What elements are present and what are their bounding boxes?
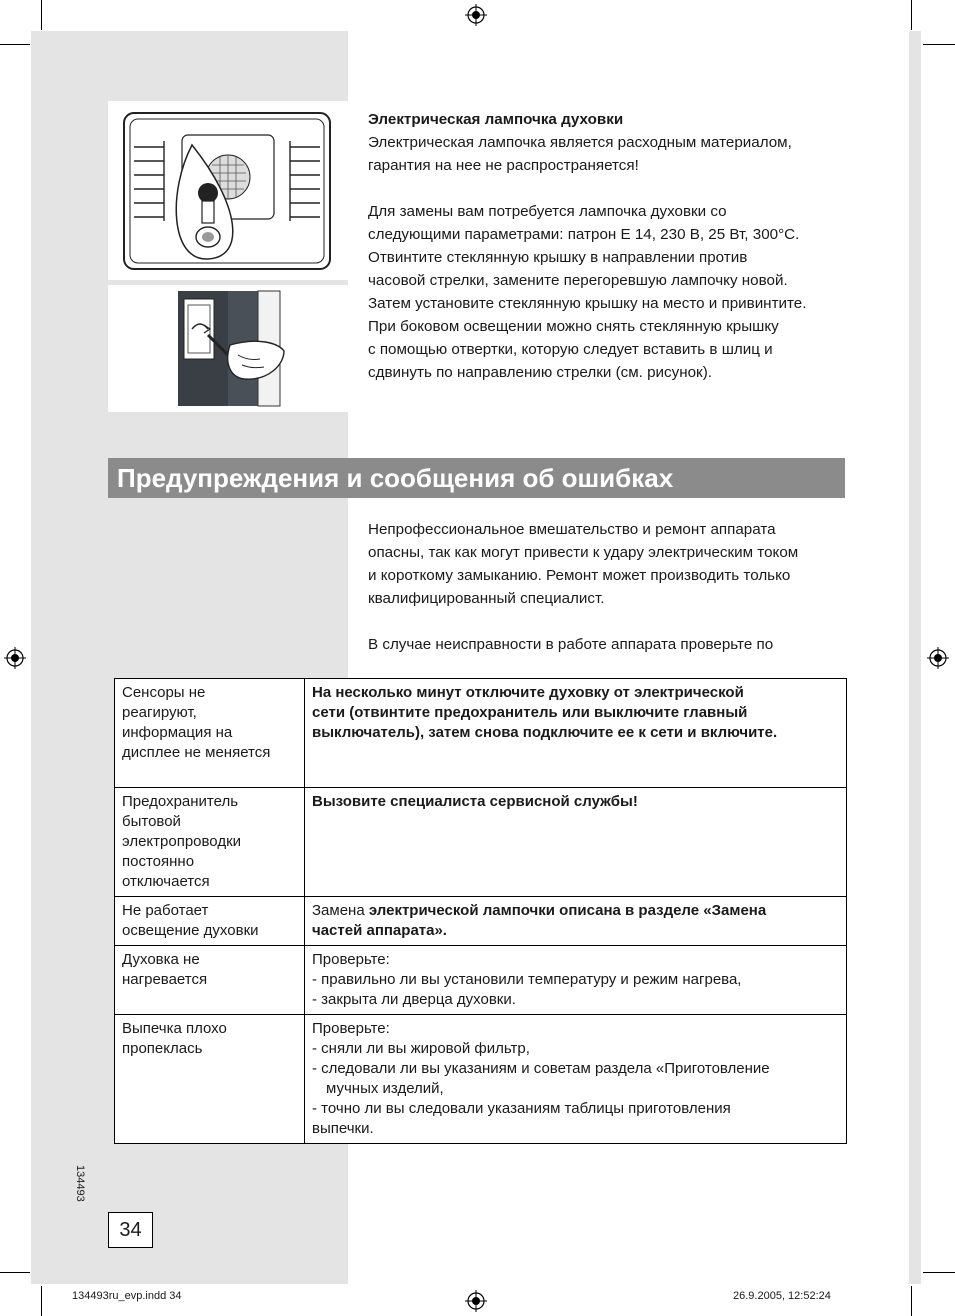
list-item: - точно ли вы следовали указаниям таблицы приготовления xyxy=(312,1100,731,1117)
problem-line: постоянно xyxy=(122,853,195,870)
solution-line: На несколько минут отключите духовку от электрической xyxy=(312,684,744,701)
registration-mark-icon xyxy=(465,4,487,26)
crop-mark xyxy=(911,1286,912,1316)
lamp-section-title: Электрическая лампочка духовки xyxy=(368,111,624,128)
problem-line: электропроводки xyxy=(122,833,242,850)
crop-mark xyxy=(41,0,42,30)
text-line: и короткому замыканию. Ремонт может производить только xyxy=(368,567,791,584)
list-item-continuation: мучных изделий, xyxy=(326,1080,444,1097)
solution-line xyxy=(312,901,839,921)
page-number: 34 xyxy=(108,1212,153,1248)
problem-line: нагревается xyxy=(122,971,208,988)
text-line: следующими параметрами: патрон Е 14, 230 В, 25 Вт, 300°С. xyxy=(368,226,800,243)
warnings-intro xyxy=(368,518,848,656)
solution-cell xyxy=(305,788,847,897)
document-number: 134493 xyxy=(74,1165,86,1202)
text-line: Отвинтите стеклянную крышку в направлении против xyxy=(368,249,748,266)
problem-cell xyxy=(115,1015,305,1144)
problem-cell xyxy=(115,788,305,897)
problem-line: Не работает xyxy=(122,902,209,919)
problem-line: Сенсоры не xyxy=(122,684,206,701)
table-row xyxy=(115,946,847,1015)
problem-line: Выпечка плохо xyxy=(122,1020,227,1037)
text-line: Непрофессиональное вмешательство и ремонт аппарата xyxy=(368,521,776,538)
registration-mark-icon xyxy=(465,1290,487,1312)
problem-line: дисплее не меняется xyxy=(122,744,271,761)
text-line: Электрическая лампочка является расходным материалом, xyxy=(368,134,792,151)
problem-line: бытовой xyxy=(122,813,181,830)
solution-cell xyxy=(305,679,847,788)
problem-line: освещение духовки xyxy=(122,922,259,939)
list-item: - следовали ли вы указаниям и советам раздела «Приготовление xyxy=(312,1060,770,1077)
problem-cell xyxy=(115,946,305,1015)
problem-cell xyxy=(115,679,305,788)
crop-mark xyxy=(0,44,30,45)
table-row xyxy=(115,1015,847,1144)
registration-mark-icon xyxy=(4,647,26,669)
problem-cell xyxy=(115,897,305,946)
list-item-continuation: выпечки. xyxy=(312,1120,374,1137)
problem-line: Предохранитель xyxy=(122,793,239,810)
registration-mark-icon xyxy=(927,647,949,669)
crop-mark xyxy=(41,1286,42,1316)
solution-cell xyxy=(305,946,847,1015)
solution-bold: электрической лампочки описана в разделе «Замена xyxy=(368,902,767,919)
table-row xyxy=(115,897,847,946)
text-line: с помощью отвертки, которую следует вставить в шлиц и xyxy=(368,341,773,358)
solution-cell xyxy=(305,897,847,946)
crop-mark xyxy=(923,44,955,45)
list-item: - правильно ли вы установили температуру и режим нагрева, xyxy=(312,971,742,988)
page-margin-panel-right xyxy=(909,31,921,1284)
text-line: Затем установите стеклянную крышку на место и привинтите. xyxy=(368,295,807,312)
text-line: квалифицированный специалист. xyxy=(368,590,605,607)
side-light-illustration xyxy=(108,285,348,412)
solution-line: сети (отвинтите предохранитель или выключите главный xyxy=(312,704,748,721)
text-line: В случае неисправности в работе аппарата проверьте по xyxy=(368,636,774,653)
oven-interior-illustration xyxy=(108,101,348,280)
solution-cell xyxy=(305,1015,847,1144)
list-item: - сняли ли вы жировой фильтр, xyxy=(312,1040,530,1057)
crop-mark xyxy=(0,1272,30,1273)
list-item: - закрыта ли дверца духовки. xyxy=(312,991,516,1008)
problem-line: реагируют, xyxy=(122,704,197,721)
problem-line: информация на xyxy=(122,724,233,741)
text-line: опасны, так как могут привести к удару электрическим током xyxy=(368,544,799,561)
solution-line: частей аппарата». xyxy=(312,922,447,939)
text-line: сдвинуть по направлению стрелки (см. рисунок). xyxy=(368,364,712,381)
problem-line: отключается xyxy=(122,873,210,890)
solution-prefix: Замена xyxy=(312,902,369,919)
text-line: При боковом освещении можно снять стеклянную крышку xyxy=(368,318,779,335)
crop-mark xyxy=(923,1272,955,1273)
table-row xyxy=(115,679,847,788)
problem-line: Духовка не xyxy=(122,951,200,968)
check-label: Проверьте: xyxy=(312,951,390,968)
text-line: часовой стрелки, замените перегоревшую лампочку новой. xyxy=(368,272,788,289)
solution-line: Вызовите специалиста сервисной службы! xyxy=(312,793,638,810)
crop-mark xyxy=(911,0,912,30)
troubleshooting-table xyxy=(114,678,847,1144)
check-label: Проверьте: xyxy=(312,1020,390,1037)
footer-file-info: 134493ru_evp.indd 34 xyxy=(72,1290,182,1302)
solution-line: выключатель), затем снова подключите ее к сети и включите. xyxy=(312,724,778,741)
text-line: Для замены вам потребуется лампочка духовки со xyxy=(368,203,727,220)
text-line: гарантия на нее не распространяется! xyxy=(368,157,639,174)
section-heading: Предупреждения и сообщения об ошибках xyxy=(108,458,845,498)
table-row xyxy=(115,788,847,897)
problem-line: пропеклась xyxy=(122,1040,203,1057)
footer-timestamp: 26.9.2005, 12:52:24 xyxy=(733,1290,831,1302)
lamp-section xyxy=(368,108,848,384)
